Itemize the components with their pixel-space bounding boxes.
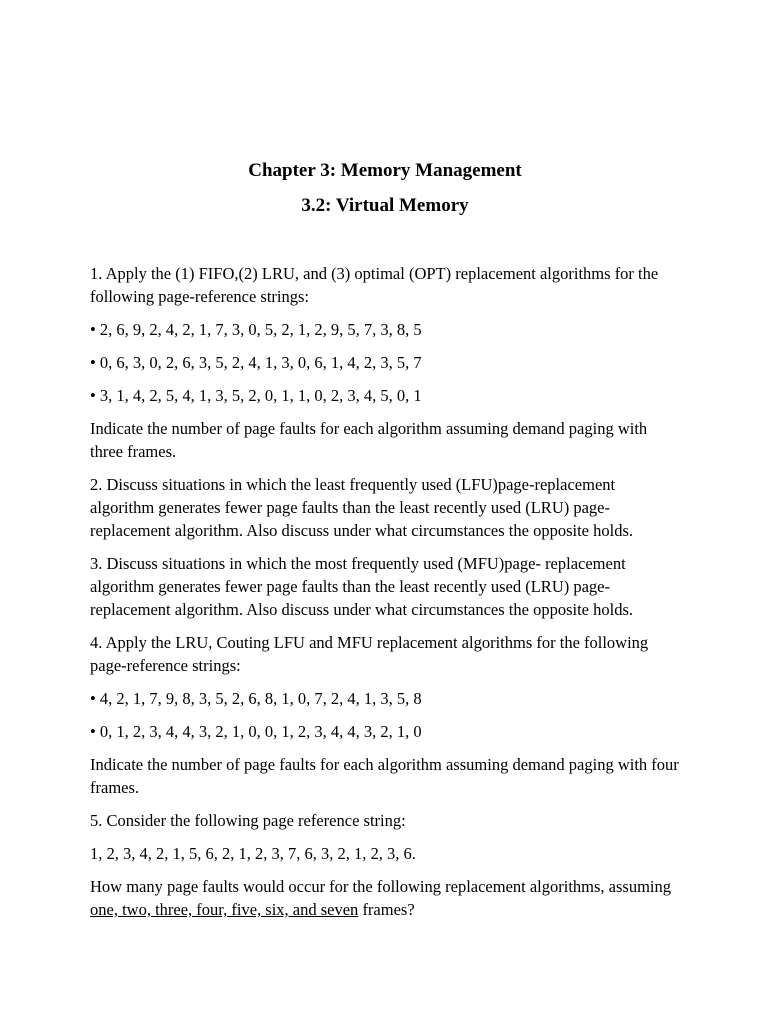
question-1-note: Indicate the number of page faults for each algorithm assuming demand paging with three frames. — [90, 419, 648, 461]
chapter-title: Chapter 3: Memory Management — [248, 160, 522, 181]
document-body — [90, 262, 680, 931]
reference-string-4b: • 0, 1, 2, 3, 4, 4, 3, 2, 1, 0, 0, 1, 2, 3, 4, 4, 3, 2, 1, 0 — [90, 722, 422, 741]
reference-string-1c: • 3, 1, 4, 2, 5, 4, 1, 3, 5, 2, 0, 1, 1, 0, 2, 3, 4, 5, 0, 1 — [90, 386, 422, 405]
question-5-prompt — [90, 875, 680, 921]
question-5: 5. Consider the following page reference string: — [90, 811, 406, 830]
question-4-note: Indicate the number of page faults for each algorithm assuming demand paging with four frames. — [90, 755, 679, 797]
question-3: 3. Discuss situations in which the most frequently used (MFU)page- replacement algorithm generates fewer page faults than the least recently used (LRU) page-replacement algorithm. Also discuss under what circumstances the opposite holds. — [90, 554, 634, 619]
reference-string-1a: • 2, 6, 9, 2, 4, 2, 1, 7, 3, 0, 5, 2, 1, 2, 9, 5, 7, 3, 8, 5 — [90, 320, 422, 339]
document-page — [90, 0, 680, 1024]
reference-string-4a: • 4, 2, 1, 7, 9, 8, 3, 5, 2, 6, 8, 1, 0, 7, 2, 4, 1, 3, 5, 8 — [90, 689, 422, 708]
question-2: 2. Discuss situations in which the least frequently used (LFU)page-replacement algorithm generates fewer page faults than the least recently used (LRU) page-replacement algorithm. Also discuss under what circumstances the opposite holds. — [90, 475, 634, 540]
reference-string-1b: • 0, 6, 3, 0, 2, 6, 3, 5, 2, 4, 1, 3, 0, 6, 1, 4, 2, 3, 5, 7 — [90, 353, 422, 372]
question-5-prefix: How many page faults would occur for the following replacement algorithms, assuming — [90, 877, 672, 896]
question-1: 1. Apply the (1) FIFO,(2) LRU, and (3) optimal (OPT) replacement algorithms for the following page-reference strings: — [90, 264, 659, 306]
section-title: 3.2: Virtual Memory — [301, 195, 469, 216]
question-4: 4. Apply the LRU, Couting LFU and MFU replacement algorithms for the following page-reference strings: — [90, 633, 649, 675]
reference-string-5: 1, 2, 3, 4, 2, 1, 5, 6, 2, 1, 2, 3, 7, 6, 3, 2, 1, 2, 3, 6. — [90, 844, 416, 863]
question-5-suffix: frames? — [358, 900, 415, 919]
frame-counts: one, two, three, four, five, six, and seven — [90, 900, 359, 919]
